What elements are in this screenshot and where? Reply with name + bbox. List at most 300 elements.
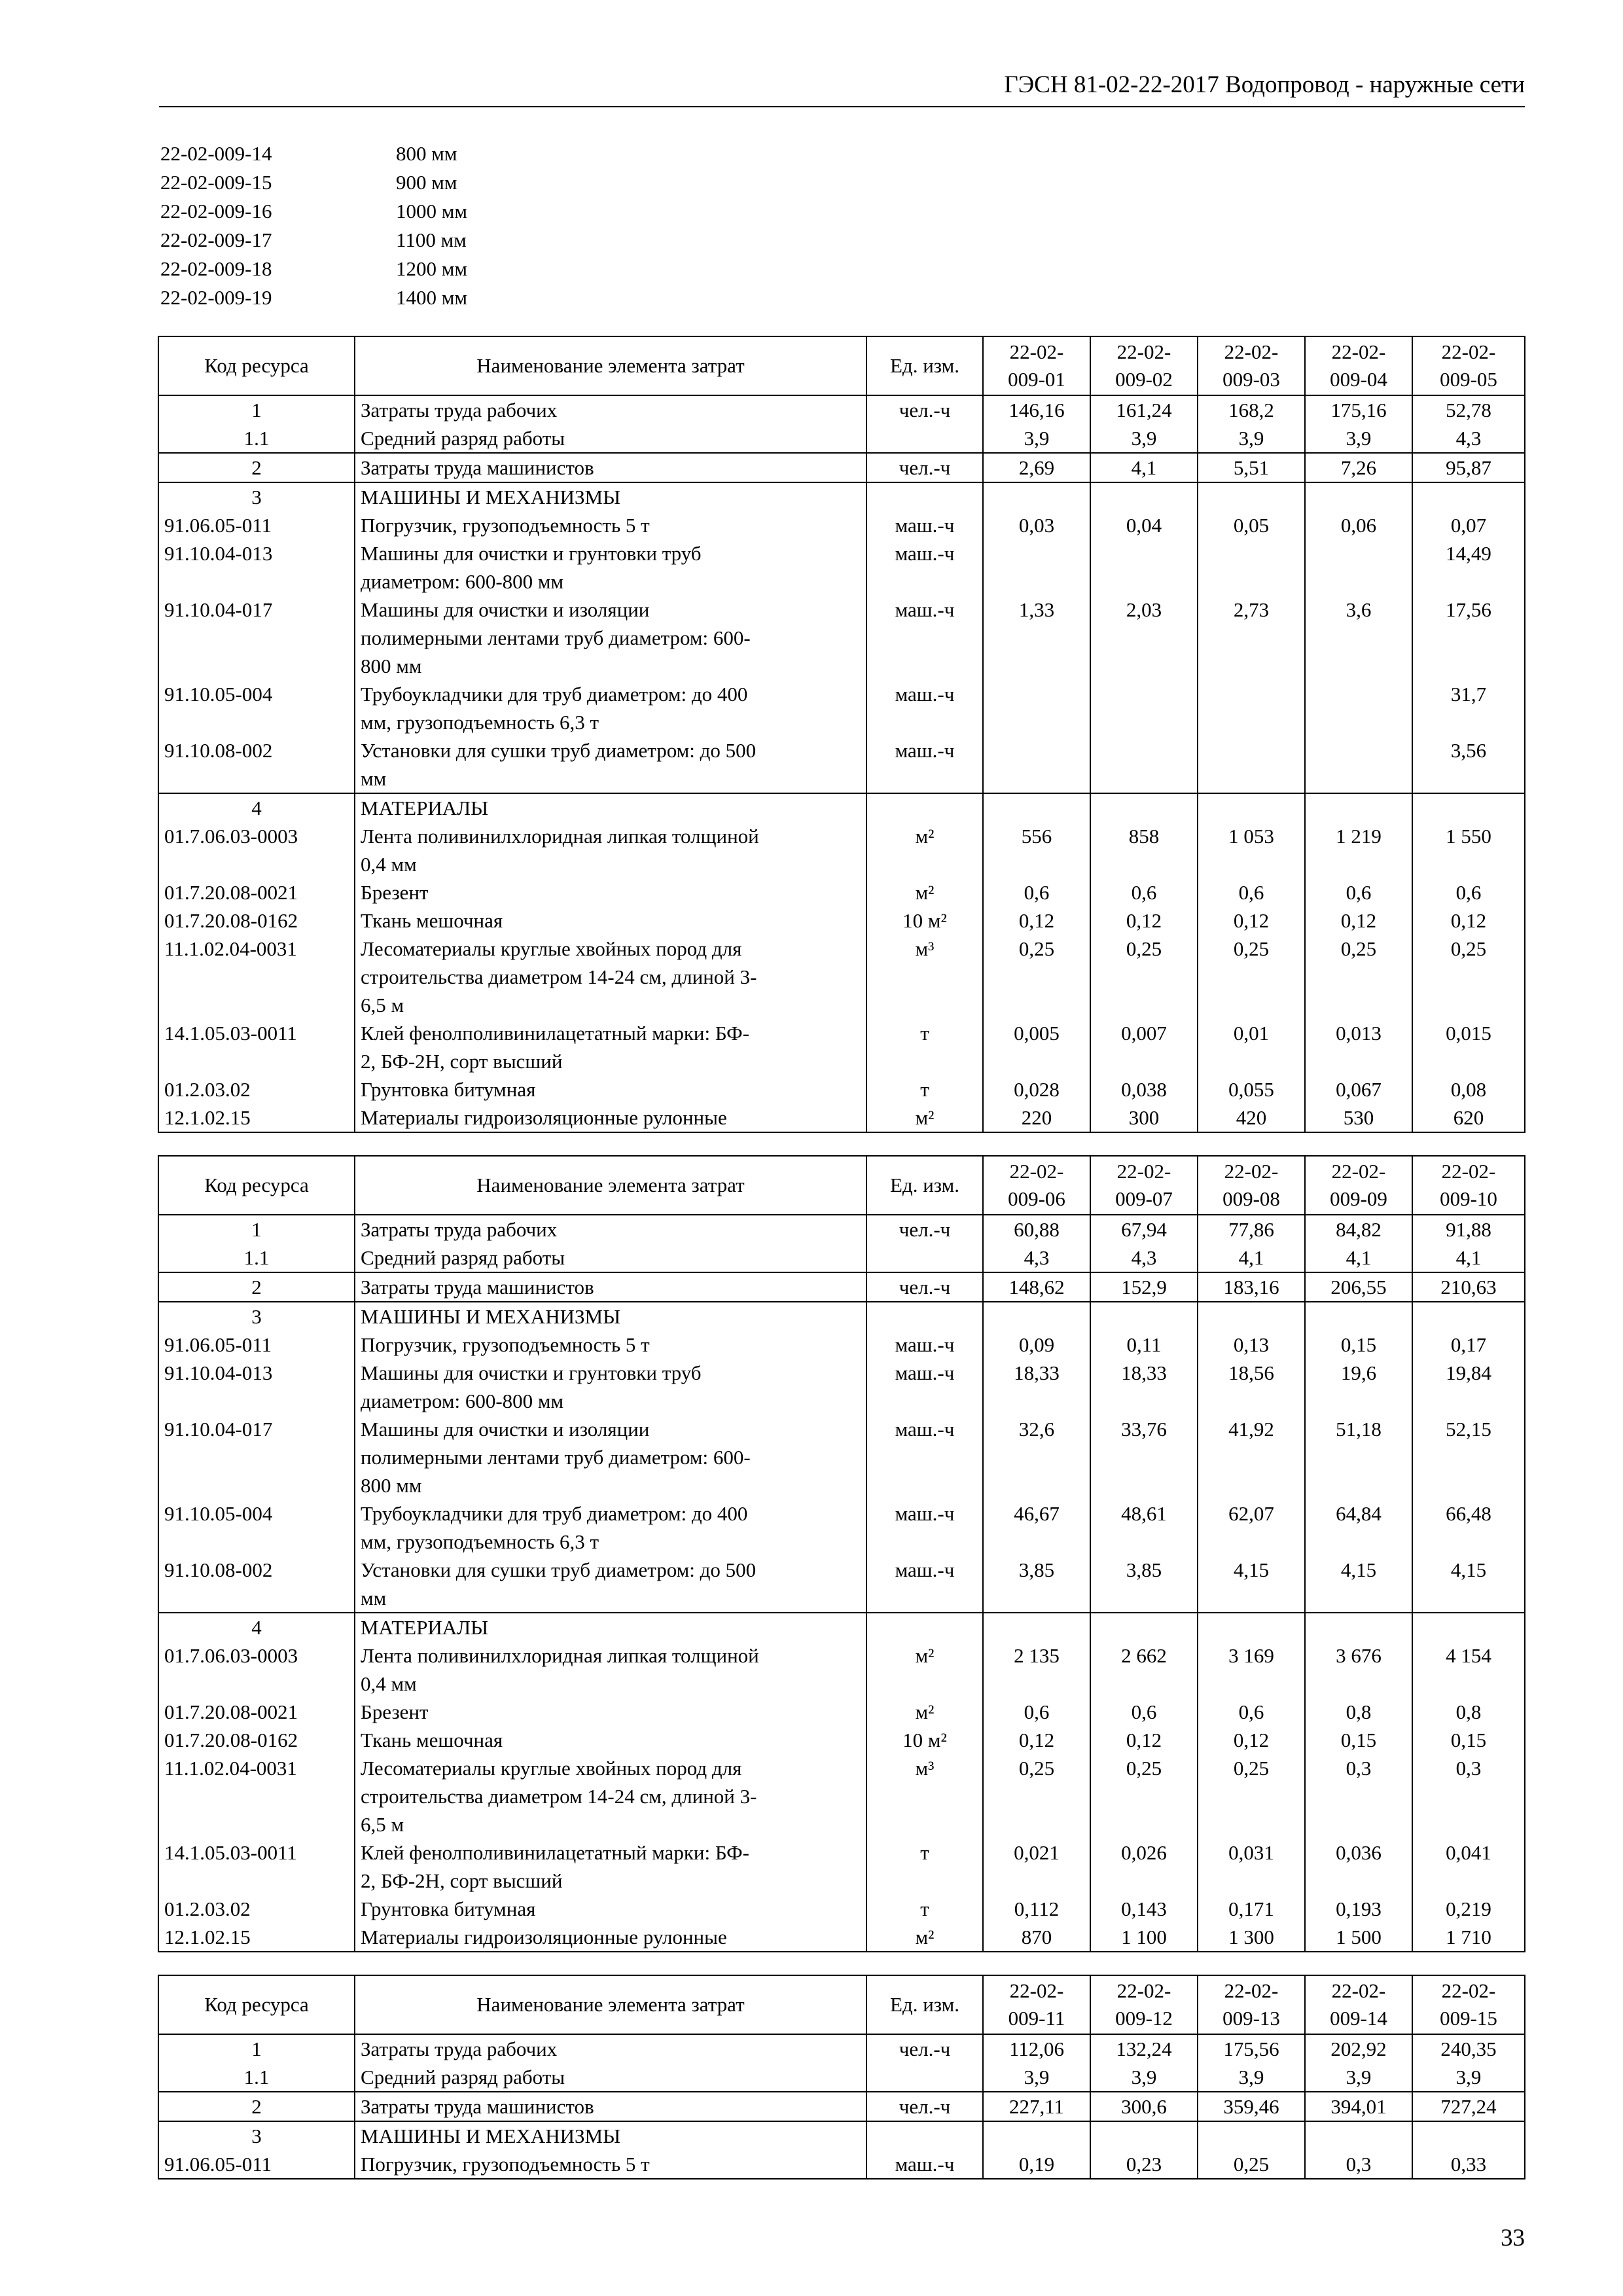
norm-value: 52,78 [1412, 395, 1525, 424]
cost-element-name: Затраты труда машинистов [355, 2092, 866, 2121]
unit-of-measure: т [866, 1019, 983, 1075]
norm-value: 858 [1090, 822, 1198, 878]
cost-element-name: Трубоукладчики для труб диаметром: до 400 мм, грузоподъемность 6,3 т [355, 1499, 866, 1556]
norm-value: 0,6 [1198, 1698, 1305, 1726]
norm-value [1305, 793, 1412, 822]
code-list-code: 22-02-009-19 [160, 286, 272, 309]
norm-value: 0,05 [1198, 511, 1305, 539]
norm-value: 0,6 [983, 1698, 1090, 1726]
norm-value: 0,8 [1412, 1698, 1525, 1726]
norm-value: 1 550 [1412, 822, 1525, 878]
section-row [158, 482, 1525, 511]
norm-value: 7,26 [1305, 453, 1412, 482]
section-title: МАШИНЫ И МЕХАНИЗМЫ [355, 482, 866, 511]
norm-value [983, 793, 1090, 822]
cost-element-name: Установки для сушки труб диаметром: до 500 мм [355, 736, 866, 793]
table-row [158, 1075, 1525, 1103]
unit-of-measure [866, 2121, 983, 2150]
cost-element-name: Ткань мешочная [355, 906, 866, 935]
norm-value: 2 135 [983, 1641, 1090, 1698]
norm-value: 4,15 [1412, 1556, 1525, 1613]
norm-value: 2 662 [1090, 1641, 1198, 1698]
norm-value: 3,9 [1305, 2063, 1412, 2092]
norm-value: 17,56 [1412, 596, 1525, 680]
norm-value: 0,25 [1412, 935, 1525, 1019]
norm-value [1412, 2121, 1525, 2150]
norm-value: 0,143 [1090, 1895, 1198, 1923]
estimate-table-2 [158, 1155, 1525, 1952]
norm-value: 0,8 [1305, 1698, 1412, 1726]
cost-element-name: Средний разряд работы [355, 1244, 866, 1272]
unit-of-measure: м² [866, 1103, 983, 1132]
norm-value: 3,9 [1090, 424, 1198, 453]
norm-value: 31,7 [1412, 680, 1525, 736]
norm-value: 4,3 [1412, 424, 1525, 453]
norm-value [1412, 793, 1525, 822]
norm-value: 240,35 [1412, 2034, 1525, 2063]
cost-element-name: Средний разряд работы [355, 424, 866, 453]
norm-value: 394,01 [1305, 2092, 1412, 2121]
norm-value [1090, 482, 1198, 511]
code-list-size: 1200 мм [396, 257, 467, 280]
resource-code: 1 [158, 1215, 355, 1244]
resource-code: 91.10.08-002 [158, 1556, 355, 1613]
norm-value: 52,15 [1412, 1415, 1525, 1499]
unit-of-measure: маш.-ч [866, 2150, 983, 2179]
norm-value: 2,69 [983, 453, 1090, 482]
norm-value [1090, 736, 1198, 793]
norm-value: 0,19 [983, 2150, 1090, 2179]
norm-value [1305, 1302, 1412, 1331]
norm-value: 0,219 [1412, 1895, 1525, 1923]
norm-value: 62,07 [1198, 1499, 1305, 1556]
norm-value: 32,6 [983, 1415, 1090, 1499]
resource-code: 3 [158, 2121, 355, 2150]
norm-value: 3 676 [1305, 1641, 1412, 1698]
table-row [158, 1726, 1525, 1754]
norm-value: 148,62 [983, 1272, 1090, 1302]
table-row [158, 878, 1525, 906]
norm-value: 84,82 [1305, 1215, 1412, 1244]
norm-value [1305, 736, 1412, 793]
resource-code: 4 [158, 793, 355, 822]
header-norm-code: 22-02- 009-11 [983, 1975, 1090, 2034]
norm-value [983, 482, 1090, 511]
unit-of-measure: маш.-ч [866, 539, 983, 596]
code-list-code: 22-02-009-14 [160, 142, 272, 165]
norm-value: 60,88 [983, 1215, 1090, 1244]
resource-code: 91.10.04-013 [158, 539, 355, 596]
code-list-code: 22-02-009-16 [160, 200, 272, 223]
norm-value: 0,07 [1412, 511, 1525, 539]
header-code-resource: Код ресурса [158, 1975, 355, 2034]
unit-of-measure [866, 1244, 983, 1272]
header-norm-code: 22-02- 009-13 [1198, 1975, 1305, 2034]
code-list-row [160, 283, 467, 312]
header-norm-code: 22-02- 009-01 [983, 336, 1090, 395]
table-header-row [158, 1975, 1525, 2034]
norm-value: 0,036 [1305, 1839, 1412, 1895]
cost-element-name: Машины для очистки и грунтовки труб диаметром: 600-800 мм [355, 1359, 866, 1415]
norm-value [983, 1302, 1090, 1331]
norm-value [1090, 793, 1198, 822]
table-row [158, 1556, 1525, 1613]
resource-code: 91.06.05-011 [158, 511, 355, 539]
code-list-row [160, 168, 467, 197]
cost-element-name: Затраты труда рабочих [355, 2034, 866, 2063]
section-title: МАТЕРИАЛЫ [355, 793, 866, 822]
norm-value: 0,6 [1305, 878, 1412, 906]
header-norm-code: 22-02- 009-02 [1090, 336, 1198, 395]
norm-value: 1 300 [1198, 1923, 1305, 1952]
norm-value: 0,25 [1090, 1754, 1198, 1839]
cost-element-name: Клей фенолполивинилацетатный марки: БФ- 2, БФ-2Н, сорт высший [355, 1019, 866, 1075]
cost-element-name: Погрузчик, грузоподъемность 5 т [355, 511, 866, 539]
table-row [158, 1415, 1525, 1499]
unit-of-measure: м² [866, 1641, 983, 1698]
table-row [158, 1103, 1525, 1132]
cost-element-name: Трубоукладчики для труб диаметром: до 400 мм, грузоподъемность 6,3 т [355, 680, 866, 736]
norm-value: 19,84 [1412, 1359, 1525, 1415]
page-number: 33 [1501, 2225, 1525, 2251]
norm-value: 1 100 [1090, 1923, 1198, 1952]
norm-value: 0,6 [1412, 878, 1525, 906]
code-list-size: 1000 мм [396, 200, 467, 223]
norm-value: 18,33 [983, 1359, 1090, 1415]
table-row [158, 1923, 1525, 1952]
code-list-size: 900 мм [396, 171, 457, 194]
table-row [158, 736, 1525, 793]
norm-value: 19,6 [1305, 1359, 1412, 1415]
norm-value: 727,24 [1412, 2092, 1525, 2121]
header-unit: Ед. изм. [866, 336, 983, 395]
table-row [158, 680, 1525, 736]
norm-value: 0,15 [1305, 1726, 1412, 1754]
norm-value: 3,9 [1412, 2063, 1525, 2092]
estimate-table-3 [158, 1975, 1525, 2179]
unit-of-measure: т [866, 1895, 983, 1923]
cost-element-name: Машины для очистки и грунтовки труб диаметром: 600-800 мм [355, 539, 866, 596]
header-norm-code: 22-02- 009-14 [1305, 1975, 1412, 2034]
header-rule [159, 106, 1525, 107]
resource-code: 3 [158, 1302, 355, 1331]
norm-value: 18,33 [1090, 1359, 1198, 1415]
norm-value [1198, 793, 1305, 822]
norm-value [1090, 1302, 1198, 1331]
unit-of-measure [866, 1302, 983, 1331]
norm-value: 0,11 [1090, 1331, 1198, 1359]
code-list-code: 22-02-009-15 [160, 171, 272, 194]
unit-of-measure: маш.-ч [866, 680, 983, 736]
norm-value: 0,23 [1090, 2150, 1198, 2179]
norm-value: 0,12 [1198, 906, 1305, 935]
norm-value: 300 [1090, 1103, 1198, 1132]
document-header-title: ГЭСН 81-02-22-2017 Водопровод - наружные сети [1004, 71, 1525, 98]
norm-value: 0,25 [1198, 2150, 1305, 2179]
table-row [158, 539, 1525, 596]
norm-value: 0,3 [1305, 2150, 1412, 2179]
unit-of-measure: т [866, 1839, 983, 1895]
norm-value: 359,46 [1198, 2092, 1305, 2121]
norm-value: 0,25 [1305, 935, 1412, 1019]
norm-value: 210,63 [1412, 1272, 1525, 1302]
norm-value: 0,03 [983, 511, 1090, 539]
resource-code: 91.10.04-013 [158, 1359, 355, 1415]
norm-value: 0,007 [1090, 1019, 1198, 1075]
resource-code: 91.10.04-017 [158, 1415, 355, 1499]
norm-value: 1 500 [1305, 1923, 1412, 1952]
norm-value: 202,92 [1305, 2034, 1412, 2063]
header-unit: Ед. изм. [866, 1156, 983, 1215]
norm-value: 3,9 [983, 424, 1090, 453]
norm-value: 183,16 [1198, 1272, 1305, 1302]
norm-value: 175,16 [1305, 395, 1412, 424]
norm-value: 5,51 [1198, 453, 1305, 482]
norm-value: 4,1 [1198, 1244, 1305, 1272]
norm-value: 206,55 [1305, 1272, 1412, 1302]
norm-value: 2,73 [1198, 596, 1305, 680]
cost-element-name: Затраты труда рабочих [355, 395, 866, 424]
cost-element-name: Клей фенолполивинилацетатный марки: БФ- 2, БФ-2Н, сорт высший [355, 1839, 866, 1895]
table-row [158, 935, 1525, 1019]
norm-value: 1 053 [1198, 822, 1305, 878]
norm-value: 48,61 [1090, 1499, 1198, 1556]
resource-code: 14.1.05.03-0011 [158, 1019, 355, 1075]
norm-value: 95,87 [1412, 453, 1525, 482]
section-row [158, 793, 1525, 822]
norm-value [1090, 680, 1198, 736]
unit-of-measure: чел.-ч [866, 453, 983, 482]
norm-value: 112,06 [983, 2034, 1090, 2063]
code-list-code: 22-02-009-18 [160, 257, 272, 280]
header-cost-element: Наименование элемента затрат [355, 336, 866, 395]
table-row [158, 1641, 1525, 1698]
norm-value: 0,12 [983, 906, 1090, 935]
unit-of-measure [866, 482, 983, 511]
norm-value: 4,1 [1305, 1244, 1412, 1272]
norm-value [983, 539, 1090, 596]
header-norm-code: 22-02- 009-05 [1412, 336, 1525, 395]
norm-value: 2,03 [1090, 596, 1198, 680]
norm-value: 0,005 [983, 1019, 1090, 1075]
norm-value: 3,9 [1090, 2063, 1198, 2092]
table-row [158, 511, 1525, 539]
header-cost-element: Наименование элемента затрат [355, 1156, 866, 1215]
norm-value: 0,25 [1198, 1754, 1305, 1839]
header-norm-code: 22-02- 009-08 [1198, 1156, 1305, 1215]
norm-value: 0,031 [1198, 1839, 1305, 1895]
norm-value: 0,171 [1198, 1895, 1305, 1923]
resource-code: 1.1 [158, 2063, 355, 2092]
norm-value: 0,17 [1412, 1331, 1525, 1359]
resource-code: 01.7.06.03-0003 [158, 1641, 355, 1698]
table-row [158, 395, 1525, 424]
norm-value: 0,25 [983, 935, 1090, 1019]
resource-code: 12.1.02.15 [158, 1923, 355, 1952]
table-row [158, 2092, 1525, 2121]
header-norm-code: 22-02- 009-06 [983, 1156, 1090, 1215]
header-code-resource: Код ресурса [158, 336, 355, 395]
table-row [158, 1215, 1525, 1244]
norm-value: 3,9 [983, 2063, 1090, 2092]
norm-value [1198, 539, 1305, 596]
unit-of-measure: маш.-ч [866, 596, 983, 680]
table-row [158, 822, 1525, 878]
cost-element-name: Лесоматериалы круглые хвойных пород для строительства диаметром 14-24 см, длиной 3- 6,5 м [355, 935, 866, 1019]
section-title: МАТЕРИАЛЫ [355, 1613, 866, 1641]
norm-value: 0,33 [1412, 2150, 1525, 2179]
resource-code: 1.1 [158, 424, 355, 453]
unit-of-measure: м² [866, 1698, 983, 1726]
norm-value: 0,04 [1090, 511, 1198, 539]
unit-of-measure: маш.-ч [866, 511, 983, 539]
resource-code: 01.7.20.08-0162 [158, 906, 355, 935]
cost-element-name: Затраты труда машинистов [355, 453, 866, 482]
norm-value: 0,055 [1198, 1075, 1305, 1103]
norm-value: 300,6 [1090, 2092, 1198, 2121]
header-norm-code: 22-02- 009-04 [1305, 336, 1412, 395]
norm-value: 51,18 [1305, 1415, 1412, 1499]
norm-value: 14,49 [1412, 539, 1525, 596]
norm-value: 1,33 [983, 596, 1090, 680]
norm-value: 4 154 [1412, 1641, 1525, 1698]
norm-value: 3 169 [1198, 1641, 1305, 1698]
cost-element-name: Лесоматериалы круглые хвойных пород для строительства диаметром 14-24 см, длиной 3- 6,5 м [355, 1754, 866, 1839]
code-list-code: 22-02-009-17 [160, 228, 272, 251]
unit-of-measure [866, 424, 983, 453]
norm-value: 3,56 [1412, 736, 1525, 793]
header-norm-code: 22-02- 009-15 [1412, 1975, 1525, 2034]
norm-value: 3,85 [983, 1556, 1090, 1613]
norm-value: 870 [983, 1923, 1090, 1952]
table-row [158, 1895, 1525, 1923]
cost-element-name: Машины для очистки и изоляции полимерными лентами труб диаметром: 600- 800 мм [355, 1415, 866, 1499]
norm-value: 168,2 [1198, 395, 1305, 424]
table-row [158, 1499, 1525, 1556]
resource-code: 91.10.05-004 [158, 1499, 355, 1556]
section-row [158, 1613, 1525, 1641]
unit-of-measure: чел.-ч [866, 2034, 983, 2063]
code-list-size: 800 мм [396, 142, 457, 165]
norm-value: 4,3 [983, 1244, 1090, 1272]
code-list-row [160, 226, 467, 255]
norm-value: 0,028 [983, 1075, 1090, 1103]
cost-element-name: Затраты труда рабочих [355, 1215, 866, 1244]
unit-of-measure: чел.-ч [866, 1215, 983, 1244]
cost-element-name: Машины для очистки и изоляции полимерными лентами труб диаметром: 600- 800 мм [355, 596, 866, 680]
cost-element-name: Погрузчик, грузоподъемность 5 т [355, 1331, 866, 1359]
norm-value: 4,1 [1090, 453, 1198, 482]
cost-element-name: Грунтовка битумная [355, 1075, 866, 1103]
norm-value: 0,193 [1305, 1895, 1412, 1923]
norm-value: 0,12 [983, 1726, 1090, 1754]
norm-value: 0,12 [1305, 906, 1412, 935]
norm-value: 0,067 [1305, 1075, 1412, 1103]
norm-value: 4,3 [1090, 1244, 1198, 1272]
norm-value [1090, 1613, 1198, 1641]
unit-of-measure: м² [866, 1923, 983, 1952]
norm-value [1198, 736, 1305, 793]
norm-value: 556 [983, 822, 1090, 878]
resource-code: 1 [158, 395, 355, 424]
norm-value: 3,9 [1198, 424, 1305, 453]
table-row [158, 1359, 1525, 1415]
unit-of-measure: маш.-ч [866, 1331, 983, 1359]
header-norm-code: 22-02- 009-12 [1090, 1975, 1198, 2034]
resource-code: 01.7.06.03-0003 [158, 822, 355, 878]
cost-element-name: Материалы гидроизоляционные рулонные [355, 1923, 866, 1952]
norm-value: 77,86 [1198, 1215, 1305, 1244]
resource-code-list [160, 139, 467, 312]
table-header-row [158, 1156, 1525, 1215]
unit-of-measure: чел.-ч [866, 2092, 983, 2121]
norm-value: 0,026 [1090, 1839, 1198, 1895]
norm-value: 146,16 [983, 395, 1090, 424]
cost-element-name: Затраты труда машинистов [355, 1272, 866, 1302]
norm-value [983, 736, 1090, 793]
resource-code: 11.1.02.04-0031 [158, 935, 355, 1019]
table-row [158, 1019, 1525, 1075]
unit-of-measure: маш.-ч [866, 1499, 983, 1556]
table-row [158, 1839, 1525, 1895]
cost-element-name: Погрузчик, грузоподъемность 5 т [355, 2150, 866, 2179]
unit-of-measure: 10 м² [866, 1726, 983, 1754]
resource-code: 01.2.03.02 [158, 1075, 355, 1103]
norm-value [983, 2121, 1090, 2150]
norm-value: 227,11 [983, 2092, 1090, 2121]
norm-value [1198, 482, 1305, 511]
norm-value: 0,25 [1090, 935, 1198, 1019]
table-row [158, 1244, 1525, 1272]
norm-value: 0,12 [1198, 1726, 1305, 1754]
section-title: МАШИНЫ И МЕХАНИЗМЫ [355, 1302, 866, 1331]
unit-of-measure: маш.-ч [866, 1415, 983, 1499]
unit-of-measure: м² [866, 878, 983, 906]
code-list-row [160, 255, 467, 283]
unit-of-measure [866, 793, 983, 822]
cost-element-name: Брезент [355, 1698, 866, 1726]
norm-value: 3,9 [1198, 2063, 1305, 2092]
norm-value: 620 [1412, 1103, 1525, 1132]
norm-value: 1 219 [1305, 822, 1412, 878]
resource-code: 91.10.08-002 [158, 736, 355, 793]
norm-value: 175,56 [1198, 2034, 1305, 2063]
cost-element-name: Брезент [355, 878, 866, 906]
norm-value: 66,48 [1412, 1499, 1525, 1556]
norm-value: 152,9 [1090, 1272, 1198, 1302]
norm-value: 3,9 [1305, 424, 1412, 453]
unit-of-measure: маш.-ч [866, 736, 983, 793]
resource-code: 4 [158, 1613, 355, 1641]
table-row [158, 453, 1525, 482]
resource-code: 01.7.20.08-0021 [158, 878, 355, 906]
norm-value [1198, 680, 1305, 736]
header-norm-code: 22-02- 009-03 [1198, 336, 1305, 395]
unit-of-measure: м³ [866, 1754, 983, 1839]
code-list-size: 1400 мм [396, 286, 467, 309]
resource-code: 1 [158, 2034, 355, 2063]
norm-value: 41,92 [1198, 1415, 1305, 1499]
norm-value: 0,038 [1090, 1075, 1198, 1103]
norm-value [1305, 2121, 1412, 2150]
norm-value: 530 [1305, 1103, 1412, 1132]
table-row [158, 1331, 1525, 1359]
cost-element-name: Ткань мешочная [355, 1726, 866, 1754]
norm-value: 0,25 [983, 1754, 1090, 1839]
norm-value: 4,1 [1412, 1244, 1525, 1272]
cost-element-name: Установки для сушки труб диаметром: до 500 мм [355, 1556, 866, 1613]
header-norm-code: 22-02- 009-09 [1305, 1156, 1412, 1215]
